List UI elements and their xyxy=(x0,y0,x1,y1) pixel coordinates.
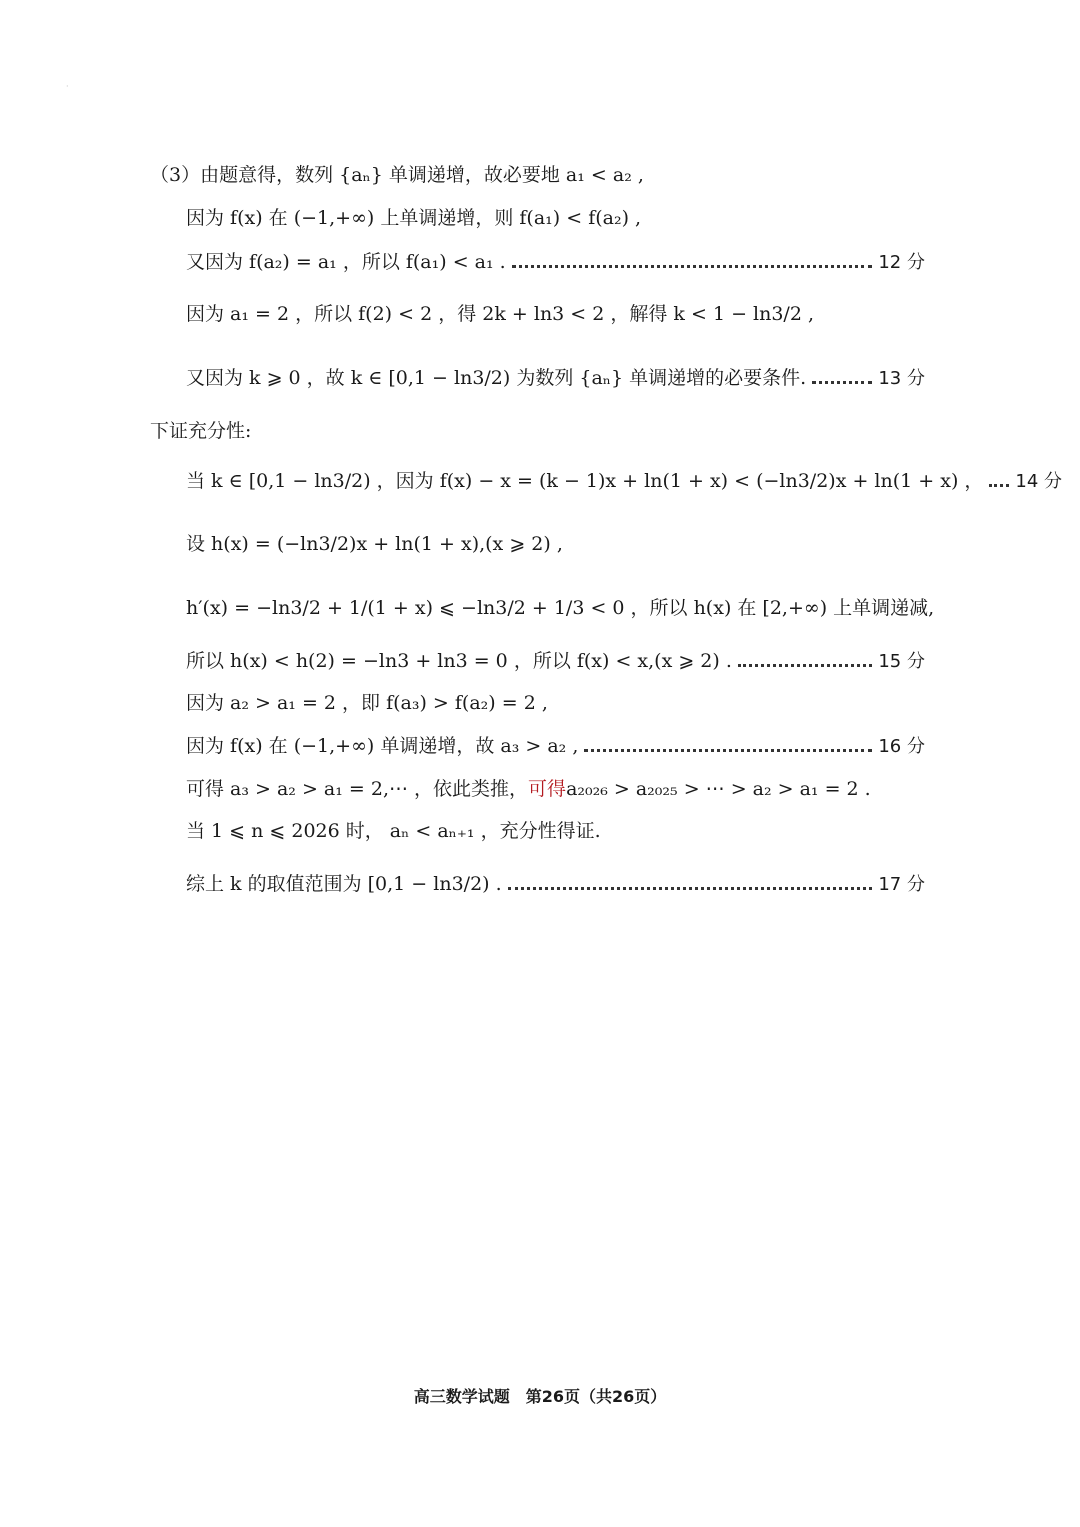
line-text: 因为 a₁ = 2 ，所以 f(2) < 2 ，得 2k + ln3 < 2 ，解得 k < 1 − ln3/2 , xyxy=(186,303,815,325)
score-label: 16 分 xyxy=(878,735,925,757)
score-label: 12 分 xyxy=(878,251,925,273)
solution-line-10 xyxy=(186,650,925,673)
line-text: 当 k ∈ [0,1 − ln3/2) ，因为 f(x) − x = (k − 1)x + ln(1 + x) < (−ln3/2)x + ln(1 + x) ， xyxy=(186,470,984,492)
section-heading xyxy=(150,420,925,443)
solution-line-9 xyxy=(186,597,935,620)
dot-leader xyxy=(508,887,873,890)
solution-line-13 xyxy=(186,778,925,801)
line-text: 可得 a₃ > a₂ > a₁ = 2,⋯ ，依此类推， xyxy=(186,778,529,800)
solution-line-8 xyxy=(186,533,925,556)
score-label: 17 分 xyxy=(878,873,925,895)
line-text: 综上 k 的取值范围为 [0,1 − ln3/2) . xyxy=(186,873,502,895)
line-text: 因为 a₂ > a₁ = 2 ，即 f(a₃) > f(a₂) = 2 , xyxy=(186,692,548,714)
dot-leader xyxy=(738,664,872,667)
score-label: 13 分 xyxy=(878,367,925,389)
line-text: 当 1 ⩽ n ⩽ 2026 时， aₙ < aₙ₊₁ ，充分性得证. xyxy=(186,820,601,842)
line-text: 设 h(x) = (−ln3/2)x + ln(1 + x),(x ⩾ 2) , xyxy=(186,533,563,555)
solution-line-7 xyxy=(186,470,1063,493)
solution-line-2 xyxy=(186,207,925,230)
line-text: 下证充分性: xyxy=(150,420,252,442)
line-text: 因为 f(x) 在 (−1,+∞) 单调递增，故 a₃ > a₂ , xyxy=(186,735,579,757)
solution-line-5 xyxy=(186,367,925,390)
solution-line-11 xyxy=(186,692,925,715)
solution-line-1 xyxy=(150,164,925,187)
line-text: （3）由题意得，数列 {aₙ} 单调递增，故必要地 a₁ < a₂ , xyxy=(150,164,644,186)
score-label: 14 分 xyxy=(1015,470,1063,492)
dot-leader xyxy=(512,265,873,268)
dot-leader xyxy=(584,749,872,752)
page-footer: 高三数学试题 第26页（共26页） xyxy=(413,1387,667,1406)
solution-line-14 xyxy=(186,820,925,843)
line-text: h′(x) = −ln3/2 + 1/(1 + x) ⩽ −ln3/2 + 1/3 < 0 ，所以 h(x) 在 [2,+∞) 上单调递减, xyxy=(186,597,935,619)
line-text: 所以 h(x) < h(2) = −ln3 + ln3 = 0 ，所以 f(x) < x,(x ⩾ 2) . xyxy=(186,650,732,672)
line-text: 又因为 f(a₂) = a₁ ，所以 f(a₁) < a₁ . xyxy=(186,251,506,273)
line-text: 因为 f(x) 在 (−1,+∞) 上单调递增，则 f(a₁) < f(a₂) , xyxy=(186,207,642,229)
line-text: 又因为 k ⩾ 0 ，故 k ∈ [0,1 − ln3/2) 为数列 {aₙ} 单调递增的必要条件. xyxy=(186,367,807,389)
solution-line-15 xyxy=(186,873,925,896)
corner-mark: · xyxy=(66,82,69,91)
solution-line-12 xyxy=(186,735,925,758)
highlighted-text: 可得 xyxy=(528,778,567,800)
solution-line-4 xyxy=(186,303,925,326)
solution-line-3 xyxy=(186,251,925,274)
score-label: 15 分 xyxy=(878,650,925,672)
line-text-tail: a₂₀₂₆ > a₂₀₂₅ > ⋯ > a₂ > a₁ = 2 . xyxy=(566,778,871,800)
dot-leader xyxy=(989,484,1009,487)
dot-leader xyxy=(812,381,872,384)
